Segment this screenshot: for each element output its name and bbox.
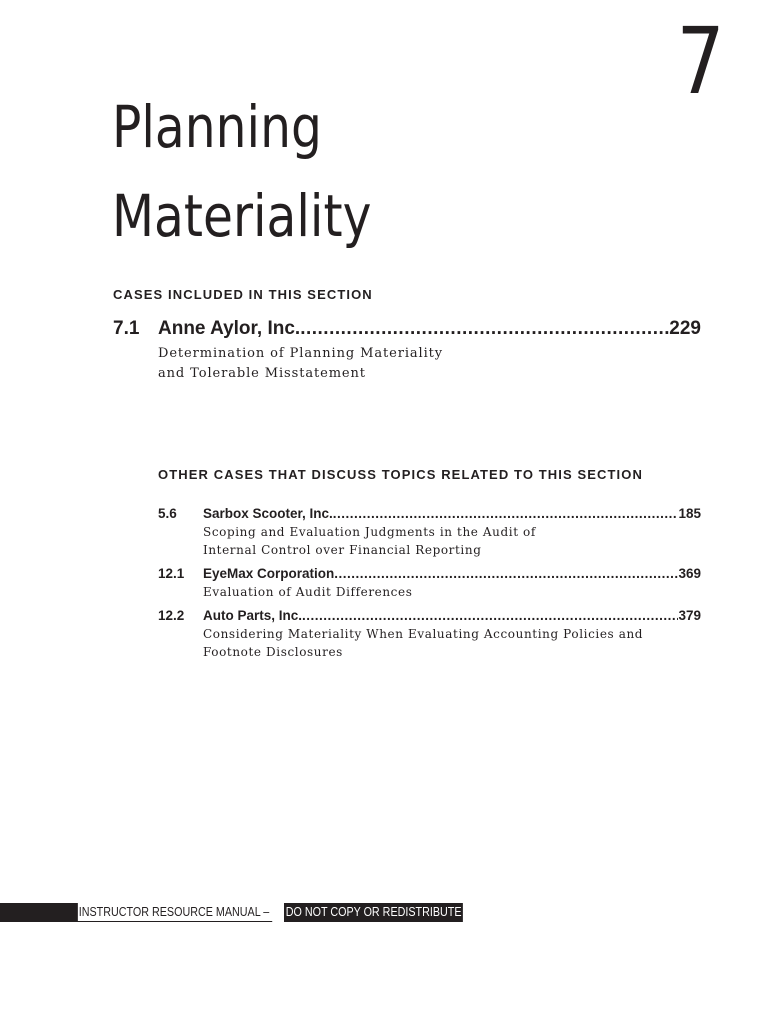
related-case-entry[interactable] bbox=[158, 565, 701, 601]
footer-notice-part-1: INSTRUCTOR RESOURCE MANUAL – bbox=[77, 903, 272, 922]
case-page-number: 229 bbox=[669, 318, 701, 339]
chapter-title-line-1: Planning bbox=[112, 93, 322, 161]
case-description-line: Evaluation of Audit Differences bbox=[203, 585, 413, 599]
case-description bbox=[158, 344, 701, 384]
case-description bbox=[203, 583, 701, 601]
included-case-entry[interactable] bbox=[113, 317, 701, 384]
case-description-line: Determination of Planning Materiality bbox=[158, 346, 444, 361]
dot-leader bbox=[333, 505, 679, 523]
case-page-number: 379 bbox=[678, 608, 701, 623]
footer-notice bbox=[77, 903, 492, 922]
related-case-entry[interactable] bbox=[158, 505, 701, 559]
footer-black-bar bbox=[0, 903, 77, 922]
case-description-line: Scoping and Evaluation Judgments in the Audit of bbox=[203, 525, 536, 539]
case-title: EyeMax Corporation bbox=[203, 566, 335, 581]
related-cases-list bbox=[158, 505, 701, 667]
case-page-number: 369 bbox=[678, 566, 701, 581]
toc-entry-row[interactable] bbox=[113, 317, 701, 341]
case-description-line: and Tolerable Misstatement bbox=[158, 366, 366, 381]
chapter-title-line-2: Materiality bbox=[112, 182, 372, 250]
case-number: 5.6 bbox=[158, 506, 177, 521]
case-number: 12.2 bbox=[158, 608, 185, 623]
case-description bbox=[203, 523, 701, 559]
case-number: 7.1 bbox=[113, 318, 140, 339]
chapter-number: 7 bbox=[676, 8, 725, 115]
case-page-number: 185 bbox=[678, 506, 701, 521]
case-description-line: Internal Control over Financial Reporting bbox=[203, 543, 482, 557]
case-title: Anne Aylor, Inc. bbox=[158, 318, 301, 339]
case-description-line: Footnote Disclosures bbox=[203, 645, 343, 659]
case-title: Auto Parts, Inc. bbox=[203, 608, 303, 623]
related-cases-heading: OTHER CASES THAT DISCUSS TOPICS RELATED TO THIS SECTION bbox=[158, 467, 643, 482]
case-description bbox=[203, 625, 701, 661]
related-case-entry[interactable] bbox=[158, 607, 701, 661]
toc-entry-row[interactable] bbox=[158, 607, 701, 625]
toc-entry-row[interactable] bbox=[158, 565, 701, 583]
toc-entry-row[interactable] bbox=[158, 505, 701, 523]
dot-leader bbox=[300, 317, 669, 341]
case-number: 12.1 bbox=[158, 566, 185, 581]
footer-notice-part-2: DO NOT COPY OR REDISTRIBUTE bbox=[284, 903, 463, 922]
included-cases-heading: CASES INCLUDED IN THIS SECTION bbox=[113, 287, 373, 302]
case-title: Sarbox Scooter, Inc. bbox=[203, 506, 333, 521]
dot-leader bbox=[302, 607, 678, 625]
case-description-line: Considering Materiality When Evaluating Accounting Policies and bbox=[203, 627, 644, 641]
dot-leader bbox=[334, 565, 678, 583]
